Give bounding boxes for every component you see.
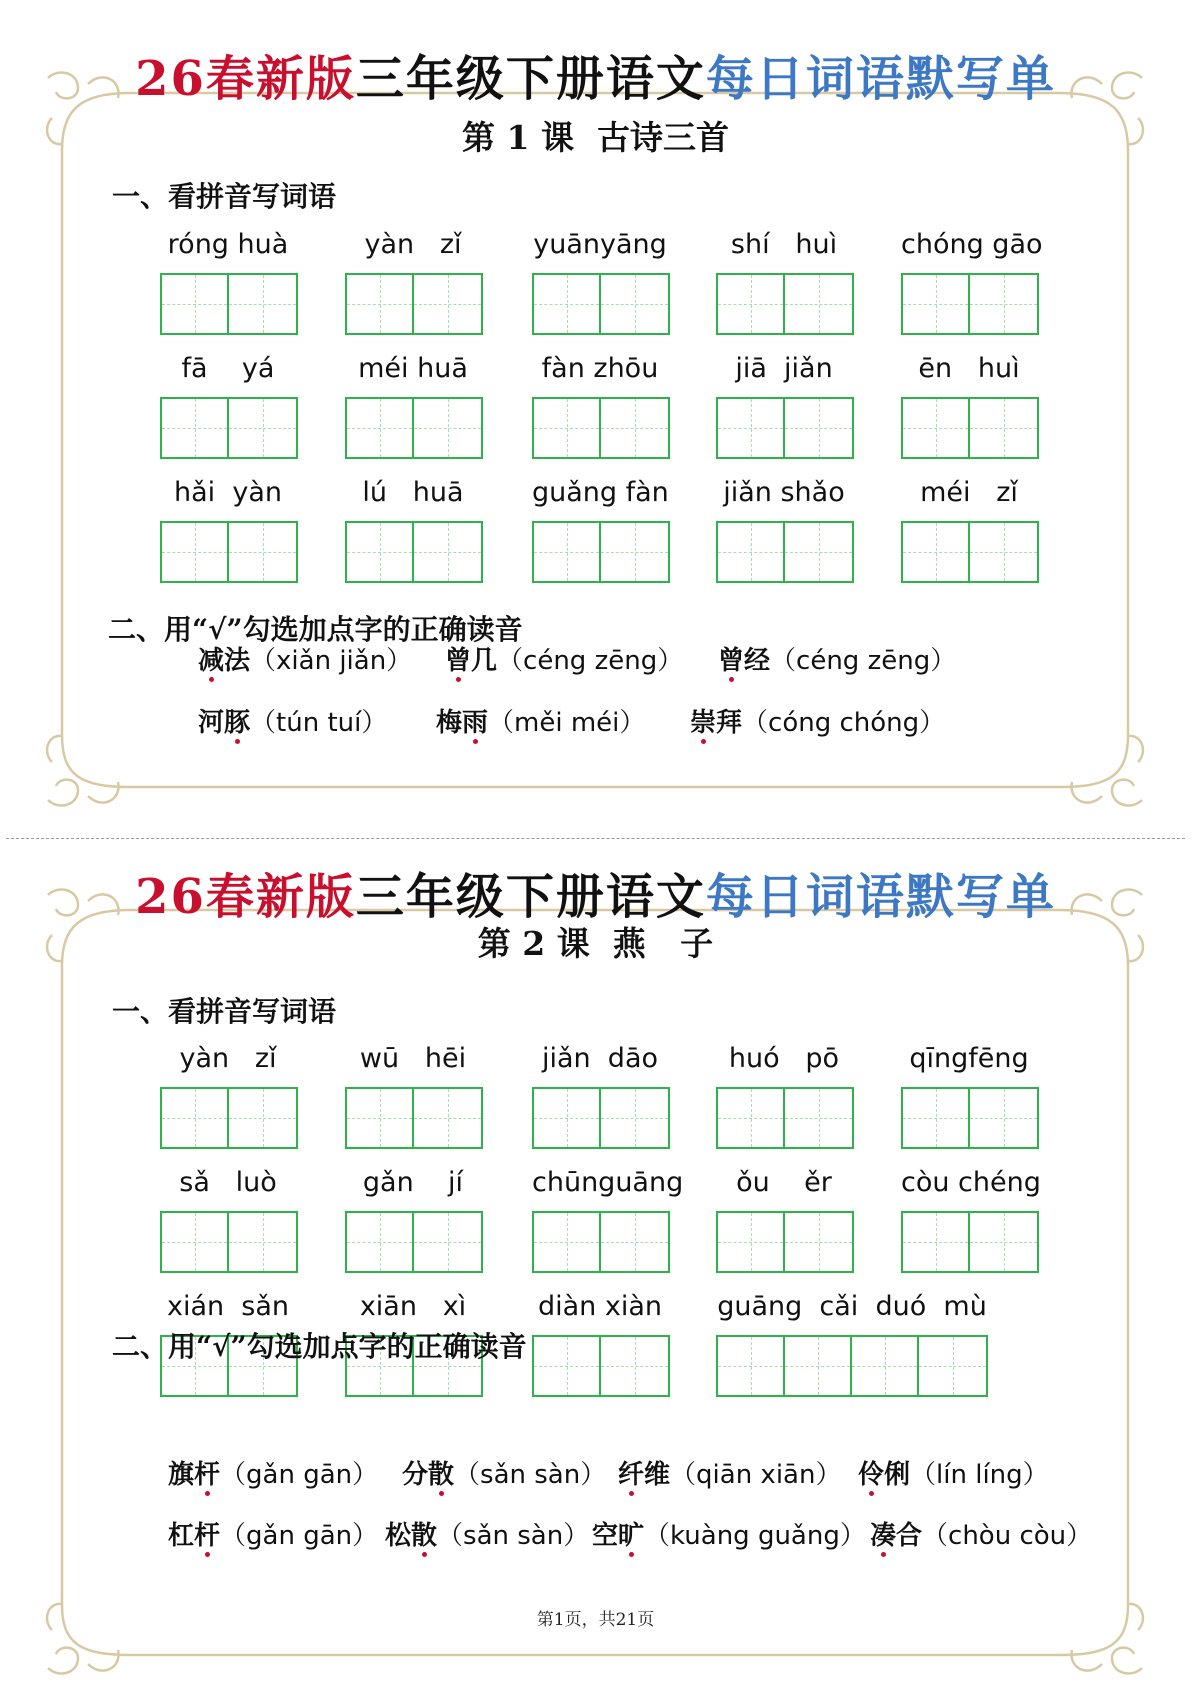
character: 杠 [168,1521,195,1551]
tianzige-cell[interactable] [718,1213,785,1271]
tianzige-cell[interactable] [347,1213,414,1271]
title-grade: 三年级下册语文 [355,869,706,925]
writing-boxes[interactable] [901,397,1039,459]
tianzige-cell[interactable] [601,1337,668,1395]
tianzige-cell[interactable] [852,1337,919,1395]
tianzige-cell[interactable] [347,275,414,333]
writing-boxes[interactable] [160,273,298,335]
dotted-character: 凑 [870,1521,897,1551]
reading-options: （cóng chóng） [742,708,946,738]
reading-options: （céng zēng） [497,646,684,676]
pinyin-label: xián sǎn [166,1291,290,1322]
reading-options: （chòu còu） [922,1521,1093,1551]
tianzige-cell[interactable] [414,1089,481,1147]
tianzige-cell[interactable] [229,1213,296,1271]
worksheet-lesson-1 [0,0,1191,815]
character: 河 [198,708,225,738]
tianzige-cell[interactable] [347,1089,414,1147]
tianzige-cell[interactable] [229,523,296,581]
pinyin-label: méi zǐ [920,477,1018,508]
character: 法 [224,646,251,676]
title-sheet: 每日词语默写单 [705,869,1056,925]
character: 合 [896,1521,923,1551]
tianzige-cell[interactable] [970,1089,1037,1147]
tianzige-cell[interactable] [414,399,481,457]
tianzige-cell[interactable] [601,523,668,581]
pinyin-label: chóng gāo [901,229,1043,260]
writing-boxes[interactable] [160,1087,298,1149]
dotted-character: 散 [428,1460,455,1490]
reading-question[interactable] [718,640,956,677]
writing-boxes[interactable] [901,521,1039,583]
pinyin-label: wū hēi [359,1043,467,1074]
pinyin-label: còu chéng [901,1167,1041,1198]
tianzige-cell[interactable] [162,399,229,457]
character: 拜 [716,708,743,738]
pinyin-label: sǎ luò [179,1167,277,1198]
reading-options: （céng zēng） [770,646,957,676]
writing-boxes[interactable] [160,397,298,459]
title-sheet: 每日词语默写单 [705,51,1056,107]
pinyin-label: méi huā [358,353,468,384]
tianzige-cell[interactable] [718,523,785,581]
pinyin-label: fā yá [181,353,275,384]
tianzige-cell[interactable] [229,1089,296,1147]
character: 松 [385,1521,412,1551]
character: 维 [644,1460,671,1490]
dotted-character: 曾 [445,646,472,676]
section-heading-pinyin: 一、看拼音写词语 [112,995,337,1028]
lesson-title: 第 2 课 燕 子 [477,924,714,963]
tianzige-cell[interactable] [785,1213,852,1271]
pinyin-label: huó pō [728,1043,840,1074]
tianzige-cell[interactable] [970,1213,1037,1271]
tianzige-cell[interactable] [970,275,1037,333]
reading-question[interactable] [168,1515,378,1552]
dotted-character: 伶 [858,1460,885,1490]
reading-options: （měi méi） [488,708,646,738]
reading-question[interactable] [592,1515,866,1552]
writing-boxes[interactable] [532,273,670,335]
tianzige-cell[interactable] [347,523,414,581]
pinyin-label: lú huā [362,477,464,508]
reading-options: （sǎn sàn） [454,1460,607,1490]
reading-question[interactable] [690,702,945,739]
character: 梅 [436,708,463,738]
writing-boxes[interactable] [716,397,854,459]
reading-question[interactable] [858,1454,1049,1491]
title-edition: 26春新版 [135,51,356,107]
pinyin-label: qīngfēng [909,1043,1029,1074]
reading-options: （tún tuí） [250,708,388,738]
pinyin-label: xiān xì [359,1291,467,1322]
character: 旗 [168,1460,195,1490]
dotted-character: 杆 [194,1460,221,1490]
pinyin-label: yàn zǐ [364,229,462,260]
writing-boxes[interactable] [345,1211,483,1273]
reading-options: （sǎn sàn） [437,1521,590,1551]
section-heading-reading: 二、用“√”勾选加点字的正确读音 [108,613,523,646]
worksheet-lesson-2 [0,815,1191,1684]
writing-boxes[interactable] [716,1211,854,1273]
tianzige-cell[interactable] [785,523,852,581]
reading-question[interactable] [870,1515,1092,1552]
dotted-character: 豚 [224,708,251,738]
dotted-character: 纤 [618,1460,645,1490]
writing-boxes[interactable] [532,397,670,459]
page-footer: 第1页，共21页 [536,1610,655,1630]
worksheet-title [0,858,1191,927]
tianzige-cell[interactable] [162,275,229,333]
dotted-character: 雨 [462,708,489,738]
writing-boxes[interactable] [160,1211,298,1273]
dotted-character: 散 [411,1521,438,1551]
tianzige-cell[interactable] [601,1213,668,1271]
tianzige-cell[interactable] [903,1213,970,1271]
pinyin-label: hǎi yàn [174,477,282,508]
tianzige-cell[interactable] [903,399,970,457]
tianzige-cell[interactable] [162,1089,229,1147]
pinyin-label: róng huà [167,229,289,260]
tianzige-cell[interactable] [347,399,414,457]
character: 俐 [884,1460,911,1490]
reading-question[interactable] [436,702,645,739]
tianzige-cell[interactable] [414,1213,481,1271]
dotted-character: 杆 [194,1521,221,1551]
reading-question[interactable] [385,1515,589,1552]
pinyin-label: yuānyāng [533,229,667,260]
writing-boxes[interactable] [532,1211,670,1273]
writing-boxes[interactable] [532,521,670,583]
title-edition: 26春新版 [135,869,356,925]
writing-boxes[interactable] [532,1335,670,1397]
tianzige-cell[interactable] [718,399,785,457]
pinyin-label: chūnguāng [532,1167,684,1198]
writing-boxes[interactable] [160,521,298,583]
reading-options: （lín líng） [910,1460,1049,1490]
tianzige-cell[interactable] [414,275,481,333]
tianzige-cell[interactable] [718,275,785,333]
tianzige-cell[interactable] [601,275,668,333]
writing-boxes[interactable] [716,521,854,583]
title-grade: 三年级下册语文 [355,51,706,107]
character: 经 [744,646,771,676]
dotted-character: 减 [198,646,225,676]
pinyin-label: guāng cǎi duó mù [717,1291,987,1322]
reading-question[interactable] [198,702,387,739]
tianzige-cell[interactable] [534,523,601,581]
pinyin-label: jiā jiǎn [735,353,833,384]
tianzige-cell[interactable] [903,275,970,333]
pinyin-label: diàn xiàn [537,1291,663,1322]
tianzige-cell[interactable] [229,275,296,333]
reading-options: （qiān xiān） [670,1460,842,1490]
character: 分 [402,1460,429,1490]
section-heading-pinyin: 一、看拼音写词语 [112,180,337,213]
writing-boxes[interactable] [716,1087,854,1149]
tianzige-cell[interactable] [785,1089,852,1147]
tianzige-cell[interactable] [534,1213,601,1271]
dotted-character: 崇 [690,708,717,738]
pinyin-label: shí huì [730,229,838,260]
dotted-character: 旷 [618,1521,645,1551]
pinyin-label: jiǎn dāo [541,1043,659,1074]
tianzige-cell[interactable] [534,1089,601,1147]
worksheet-title [0,40,1191,109]
tianzige-cell[interactable] [534,1337,601,1395]
tianzige-cell[interactable] [970,523,1037,581]
pinyin-label: yàn zǐ [179,1043,277,1074]
tianzige-cell[interactable] [718,1089,785,1147]
reading-question[interactable] [198,640,412,677]
reading-options: （kuàng guǎng） [644,1521,866,1551]
pinyin-label: fàn zhōu [541,353,659,384]
pinyin-label: ǒu ěr [736,1167,832,1198]
writing-boxes[interactable] [901,1211,1039,1273]
dotted-character: 曾 [718,646,745,676]
tianzige-cell[interactable] [601,1089,668,1147]
tianzige-cell[interactable] [785,1337,852,1395]
tianzige-cell[interactable] [162,1213,229,1271]
character: 几 [471,646,498,676]
writing-boxes[interactable] [345,273,483,335]
tianzige-cell[interactable] [718,1337,785,1395]
pinyin-label: guǎng fàn [532,477,669,508]
tianzige-cell[interactable] [534,275,601,333]
writing-boxes[interactable] [901,1087,1039,1149]
pinyin-label: gǎn jí [362,1167,464,1198]
reading-options: （xiǎn jiǎn） [250,646,413,676]
tianzige-cell[interactable] [162,523,229,581]
section-heading-reading: 二、用“√”勾选加点字的正确读音 [112,1330,527,1363]
reading-options: （gǎn gān） [220,1460,379,1490]
writing-boxes[interactable] [716,1335,988,1397]
writing-boxes[interactable] [901,273,1039,335]
tianzige-cell[interactable] [919,1337,986,1395]
tianzige-cell[interactable] [903,523,970,581]
tianzige-cell[interactable] [534,399,601,457]
reading-options: （gǎn gān） [220,1521,379,1551]
writing-boxes[interactable] [345,521,483,583]
tianzige-cell[interactable] [785,275,852,333]
pinyin-label: ēn huì [918,353,1020,384]
reading-question[interactable] [445,640,683,677]
writing-boxes[interactable] [532,1087,670,1149]
character: 空 [592,1521,619,1551]
tianzige-cell[interactable] [785,399,852,457]
pinyin-label: jiǎn shǎo [723,477,845,508]
tianzige-cell[interactable] [970,399,1037,457]
reading-question[interactable] [168,1454,378,1491]
tianzige-cell[interactable] [414,523,481,581]
tianzige-cell[interactable] [903,1089,970,1147]
reading-question[interactable] [402,1454,606,1491]
lesson-title: 第 1 课 古诗三首 [462,118,729,157]
reading-question[interactable] [618,1454,841,1491]
writing-boxes[interactable] [716,273,854,335]
writing-boxes[interactable] [345,1087,483,1149]
writing-boxes[interactable] [345,397,483,459]
tianzige-cell[interactable] [229,399,296,457]
tianzige-cell[interactable] [601,399,668,457]
